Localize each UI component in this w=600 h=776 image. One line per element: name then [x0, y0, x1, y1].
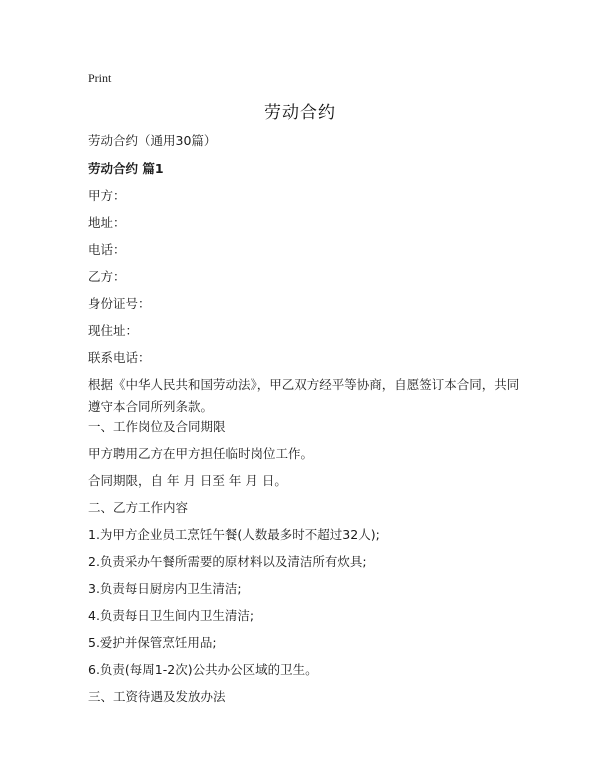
- clause-2-heading: 二、乙方工作内容: [88, 500, 189, 515]
- field-phone: 电话：: [88, 242, 126, 257]
- clause-2-item: 2.负责采办午餐所需要的原材料以及清洁所有炊具;: [88, 554, 367, 569]
- page-title: 劳动合约: [264, 103, 336, 123]
- field-party-a: 甲方：: [88, 188, 126, 203]
- clause-2-item: 1.为甲方企业员工烹饪午餐(人数最多时不超过32人);: [88, 527, 380, 542]
- field-party-b: 乙方：: [88, 269, 126, 284]
- clause-1-heading: 一、工作岗位及合同期限: [88, 419, 226, 434]
- print-link[interactable]: Print: [88, 71, 112, 85]
- clause-2-item: 3.负责每日厨房内卫生清洁;: [88, 581, 242, 596]
- section-heading: 劳动合约 篇1: [88, 161, 164, 176]
- clause-2-item: 6.负责(每周1-2次)公共办公区域的卫生。: [88, 662, 318, 677]
- preamble-paragraph: 根据《中华人民共和国劳动法》，甲乙双方经平等协商，自愿签订本合同，共同遵守本合同所列条款。: [88, 377, 520, 414]
- field-address: 地址：: [88, 215, 126, 230]
- document-subtitle: 劳动合约（通用30篇）: [88, 133, 217, 148]
- clause-1-line-1: 甲方聘用乙方在甲方担任临时岗位工作。: [88, 446, 314, 461]
- clause-1-line-2: 合同期限，自 年 月 日至 年 月 日。: [88, 473, 287, 488]
- clause-2-item: 5.爱护并保管烹饪用品;: [88, 635, 217, 650]
- field-id-number: 身份证号：: [88, 296, 151, 311]
- field-contact-phone: 联系电话：: [88, 350, 151, 365]
- clause-2-item: 4.负责每日卫生间内卫生清洁;: [88, 608, 255, 623]
- field-current-address: 现住址：: [88, 323, 139, 338]
- clause-3-heading: 三、工资待遇及发放办法: [88, 689, 226, 704]
